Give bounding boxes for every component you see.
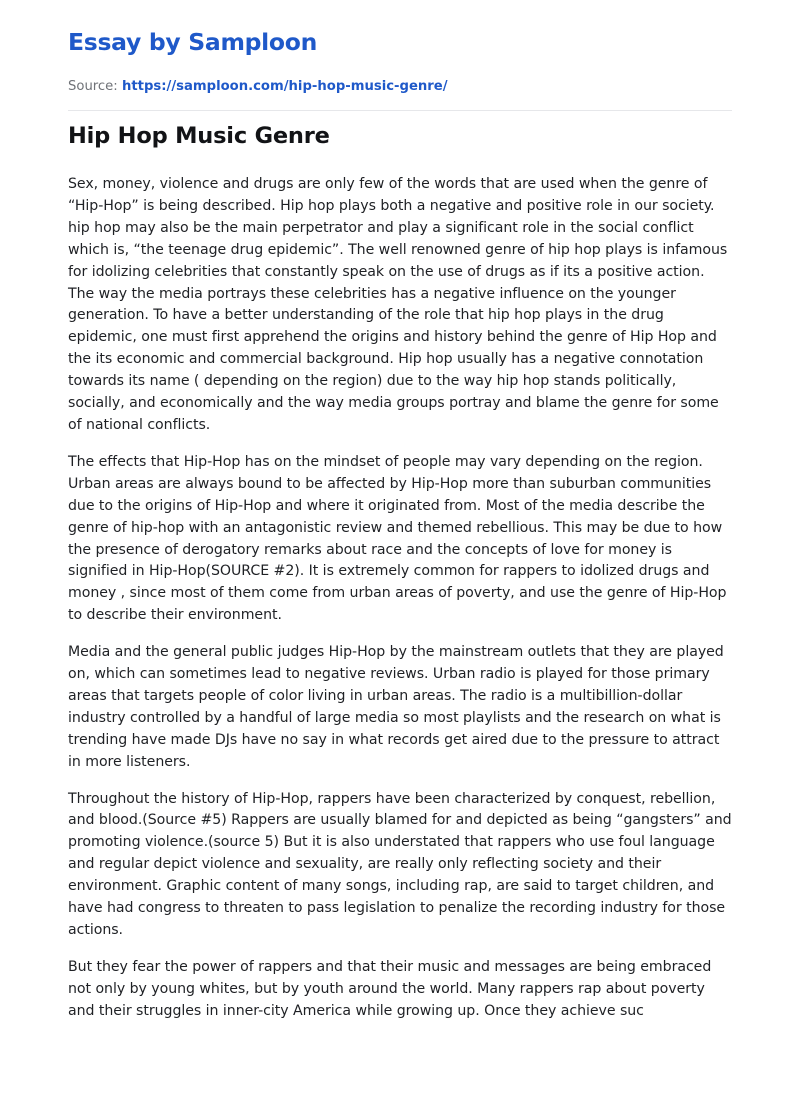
brand-title: Essay by Samploon xyxy=(68,28,318,56)
essay-body xyxy=(68,174,732,1038)
paragraph-4: Throughout the history of Hip-Hop, rappers have been characterized by conquest, rebellion, and blood.(Source #5) Rappers are usually blamed for and depicted as being “gangsters” and promoting violence.(source 5) But it is also understated that rappers who use foul language and regular depict violence and sexuality, are really only reflecting society and their environment. Graphic content of many songs, including rap, are said to target children, and have had congress to threaten to pass legislation to penalize the recording industry for those actions. xyxy=(68,790,732,938)
paragraph-3: Media and the general public judges Hip-Hop by the mainstream outlets that they are played on, which can sometimes lead to negative reviews. Urban radio is played for those primary areas that targets people of color living in urban areas. The radio is a multibillion-dollar industry controlled by a handful of large media so most playlists and the research on what is trending have made DJs have no say in what records get aired due to the pressure to attract in more listeners. xyxy=(68,644,724,770)
essay-title: Hip Hop Music Genre xyxy=(68,123,330,149)
source-link[interactable]: https://samploon.com/hip-hop-music-genre/ xyxy=(121,79,448,94)
header-divider xyxy=(68,110,732,111)
source-line xyxy=(68,79,448,94)
source-label: Source: xyxy=(68,79,118,94)
paragraph-2: The effects that Hip-Hop has on the mindset of people may vary depending on the region. Urban areas are always bound to be affected by Hip-Hop more than suburban communities due to the origins of Hip-Hop and where it originated from. Most of the media describe the genre of hip-hop with an antagonistic review and themed rebellious. This may be due to how the presence of derogatory remarks about race and the concepts of love for money is signified in Hip-Hop(SOURCE #2). It is extremely common for rappers to idolized drugs and money , since most of them come from urban areas of poverty, and use the genre of Hip-Hop to describe their environment. xyxy=(68,453,727,624)
paragraph-1: Sex, money, violence and drugs are only few of the words that are used when the genre of “Hip-Hop” is being described. Hip hop plays both a negative and positive role in our society. hip hop may also be the main perpetrator and play a significant role in the social conflict which is, “the teenage drug epidemic”. The well renowned genre of hip hop plays is infamous for idolizing celebrities that constantly speak on the use of drugs as if its a positive action. The way the media portrays these celebrities has a negative influence on the younger generation. To have a better understanding of the role that hip hop plays in the drug epidemic, one must first apprehend the origins and history behind the genre of Hip Hop and the its economic and commercial background. Hip hop usually has a negative connotation towards its name ( depending on the region) due to the way hip hop stands politically, socially, and economically and the way media groups portray and blame the genre for some of national conflicts. xyxy=(68,176,728,433)
paragraph-5: But they fear the power of rappers and that their music and messages are being embraced not only by young whites, but by youth around the world. Many rappers rap about poverty and their struggles in inner-city America while growing up. Once they achieve suc xyxy=(68,958,712,1019)
